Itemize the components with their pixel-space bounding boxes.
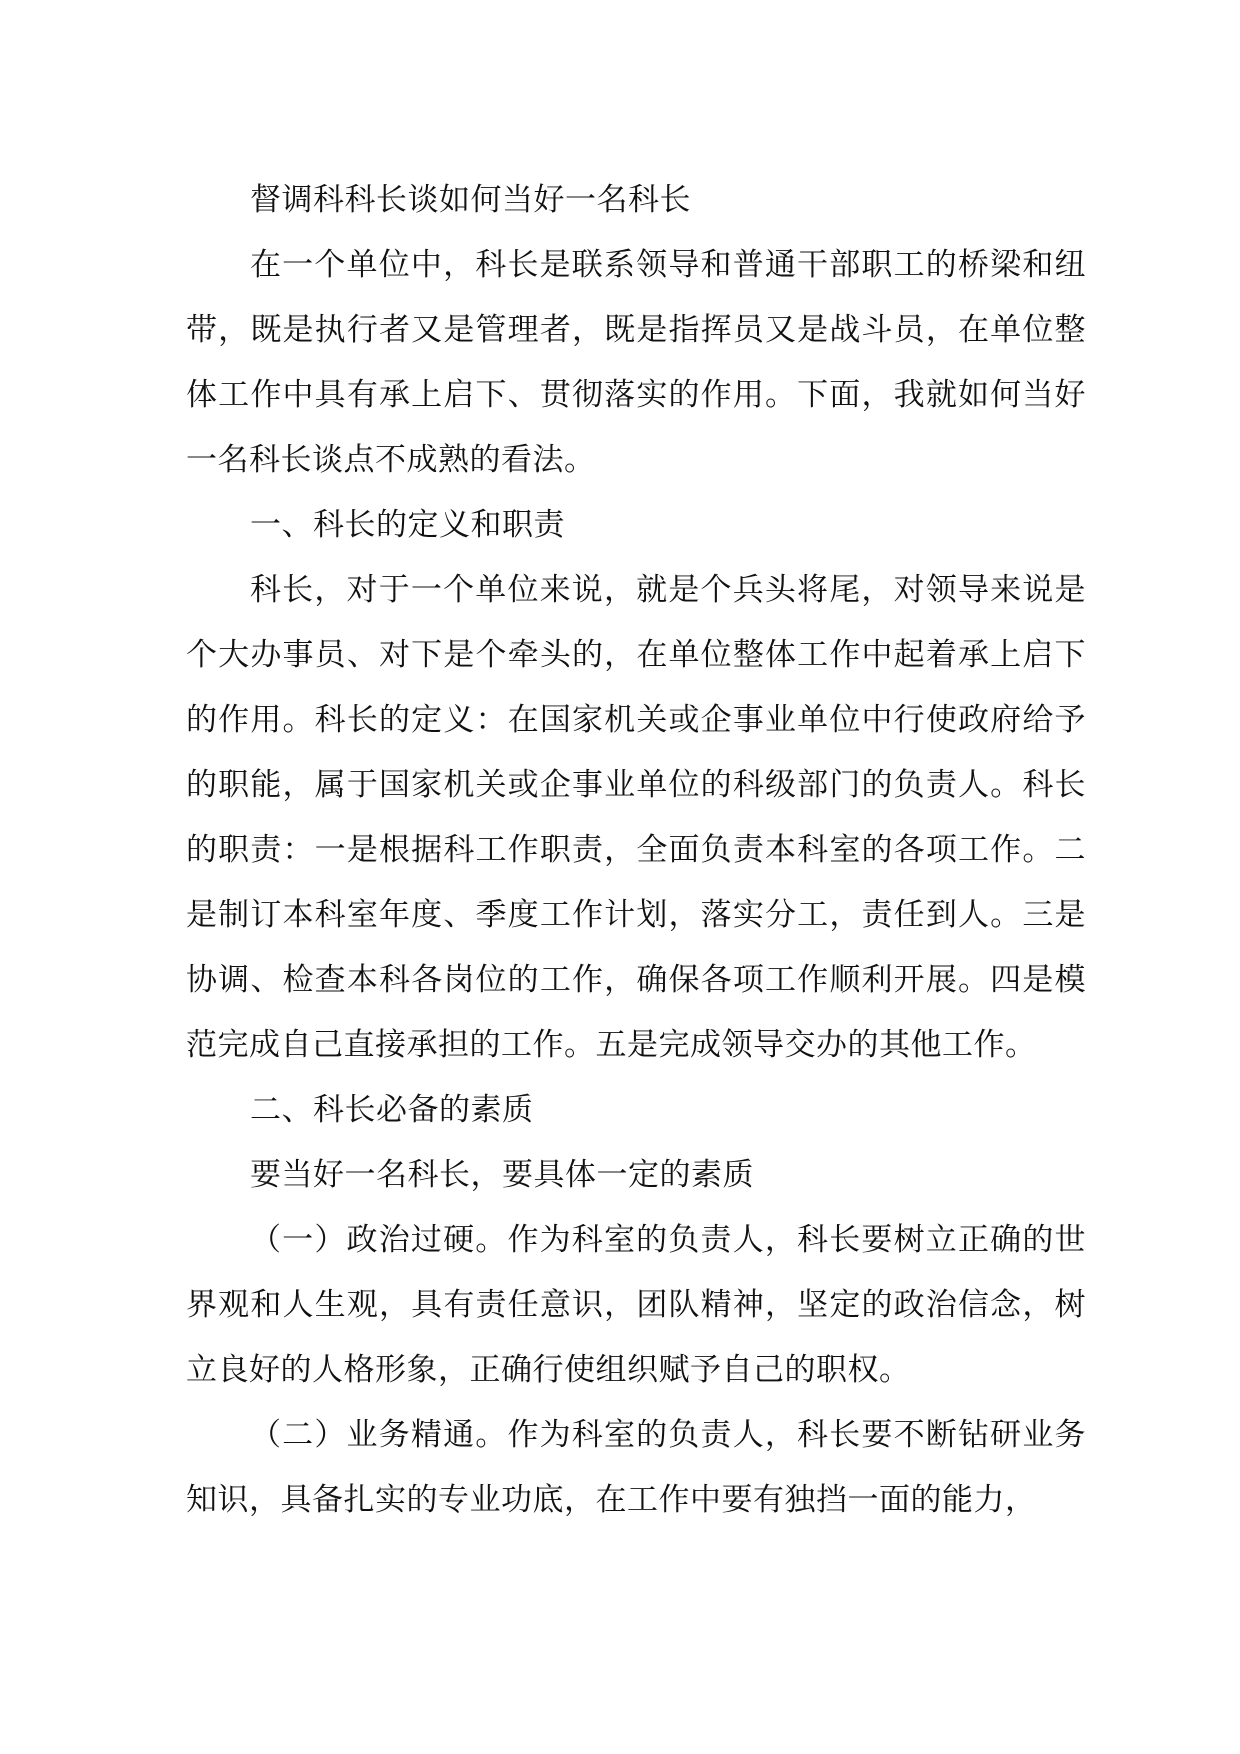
paragraph-intro: 在一个单位中，科长是联系领导和普通干部职工的桥梁和纽带，既是执行者又是管理者，既是指挥员又是战斗员，在单位整体工作中具有承上启下、贯彻落实的作用。下面，我就如何当好一名科长谈点不成熟的看法。	[186, 247, 1086, 478]
paragraph-business: （二）业务精通。作为科室的负责人，科长要不断钻研业务知识，具备扎实的专业功底，在工作中要有独挡一面的能力，	[186, 1417, 1086, 1518]
document-body	[186, 168, 1086, 1533]
paragraph-qualities-lead: 要当好一名科长，要具体一定的素质	[250, 1157, 754, 1193]
document-title: 督调科科长谈如何当好一名科长	[250, 182, 691, 218]
section-heading-definition: 一、科长的定义和职责	[250, 507, 565, 543]
paragraph-definition: 科长，对于一个单位来说，就是个兵头将尾，对领导来说是个大办事员、对下是个牵头的，在单位整体工作中起着承上启下的作用。科长的定义：在国家机关或企事业单位中行使政府给予的职能，属于国家机关或企事业单位的科级部门的负责人。科长的职责：一是根据科工作职责，全面负责本科室的各项工作。二是制订本科室年度、季度工作计划，落实分工，责任到人。三是协调、检查本科各岗位的工作，确保各项工作顺利开展。四是模范完成自己直接承担的工作。五是完成领导交办的其他工作。	[186, 572, 1086, 1063]
section-heading-qualities: 二、科长必备的素质	[250, 1092, 534, 1128]
paragraph-political: （一）政治过硬。作为科室的负责人，科长要树立正确的世界观和人生观，具有责任意识，团队精神，坚定的政治信念，树立良好的人格形象，正确行使组织赋予自己的职权。	[186, 1222, 1086, 1388]
